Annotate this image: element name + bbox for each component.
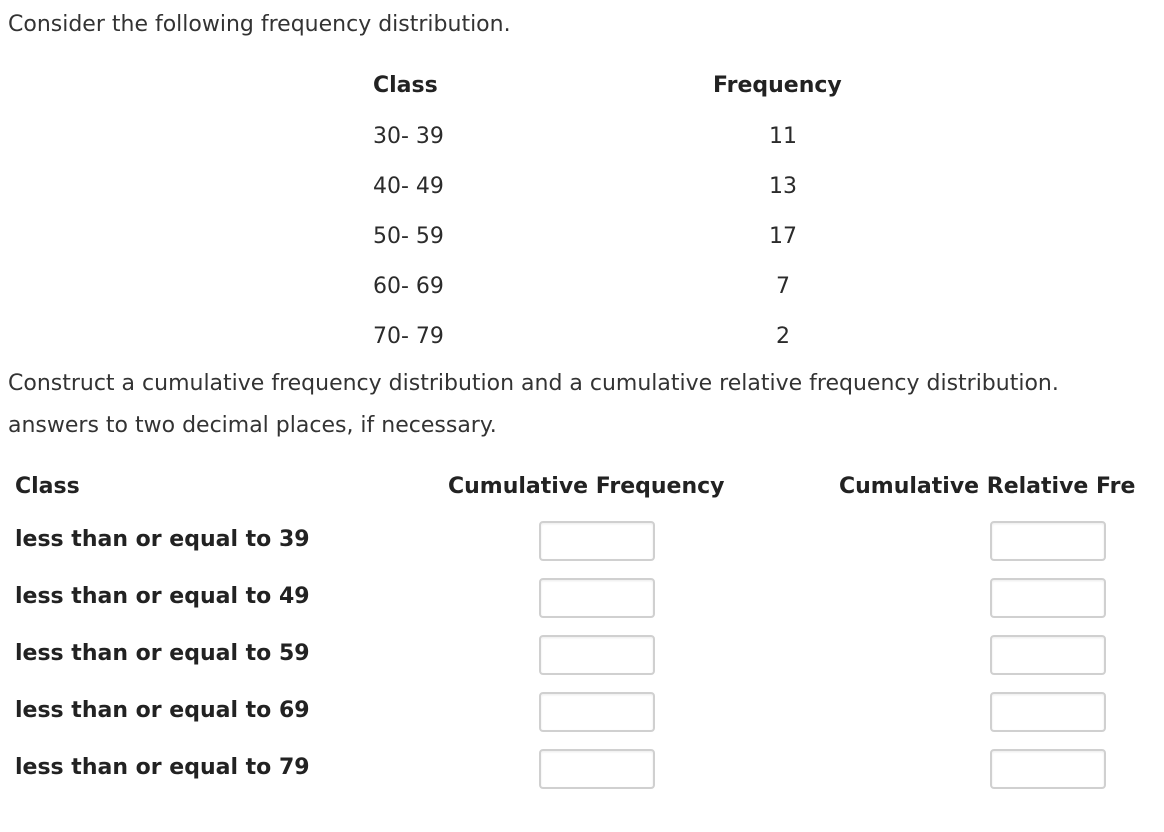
answer-header-class: Class [15,474,80,499]
given-row-class: 60- 69 [373,274,444,299]
given-row-frequency: 2 [776,324,790,349]
cumulative-frequency-input[interactable] [539,692,655,732]
answer-row-label: less than or equal to 59 [15,641,310,666]
cumulative-relative-frequency-input[interactable] [990,578,1106,618]
given-row-class: 70- 79 [373,324,444,349]
answer-header-cumulative-frequency: Cumulative Frequency [448,474,725,499]
given-row-frequency: 11 [769,124,797,149]
given-row-class: 40- 49 [373,174,444,199]
cumulative-frequency-input[interactable] [539,749,655,789]
cumulative-relative-frequency-input[interactable] [990,521,1106,561]
given-row-frequency: 17 [769,224,797,249]
instruction-line-2: answers to two decimal places, if necessary. [8,413,497,438]
instruction-line-1: Construct a cumulative frequency distribution and a cumulative relative frequency distribution. [8,371,1059,396]
cumulative-relative-frequency-input[interactable] [990,635,1106,675]
given-header-frequency: Frequency [713,73,842,98]
cumulative-relative-frequency-input[interactable] [990,692,1106,732]
answer-row-label: less than or equal to 69 [15,698,310,723]
given-row-class: 30- 39 [373,124,444,149]
answer-header-cumulative-relative-frequency: Cumulative Relative Fre [839,474,1136,499]
cumulative-relative-frequency-input[interactable] [990,749,1106,789]
answer-row-label: less than or equal to 49 [15,584,310,609]
answer-row-label: less than or equal to 39 [15,527,310,552]
question-intro: Consider the following frequency distribution. [8,12,511,37]
cumulative-frequency-input[interactable] [539,578,655,618]
given-header-class: Class [373,73,438,98]
cumulative-frequency-input[interactable] [539,635,655,675]
cumulative-frequency-input[interactable] [539,521,655,561]
given-row-frequency: 7 [776,274,790,299]
given-row-frequency: 13 [769,174,797,199]
given-row-class: 50- 59 [373,224,444,249]
answer-row-label: less than or equal to 79 [15,755,310,780]
